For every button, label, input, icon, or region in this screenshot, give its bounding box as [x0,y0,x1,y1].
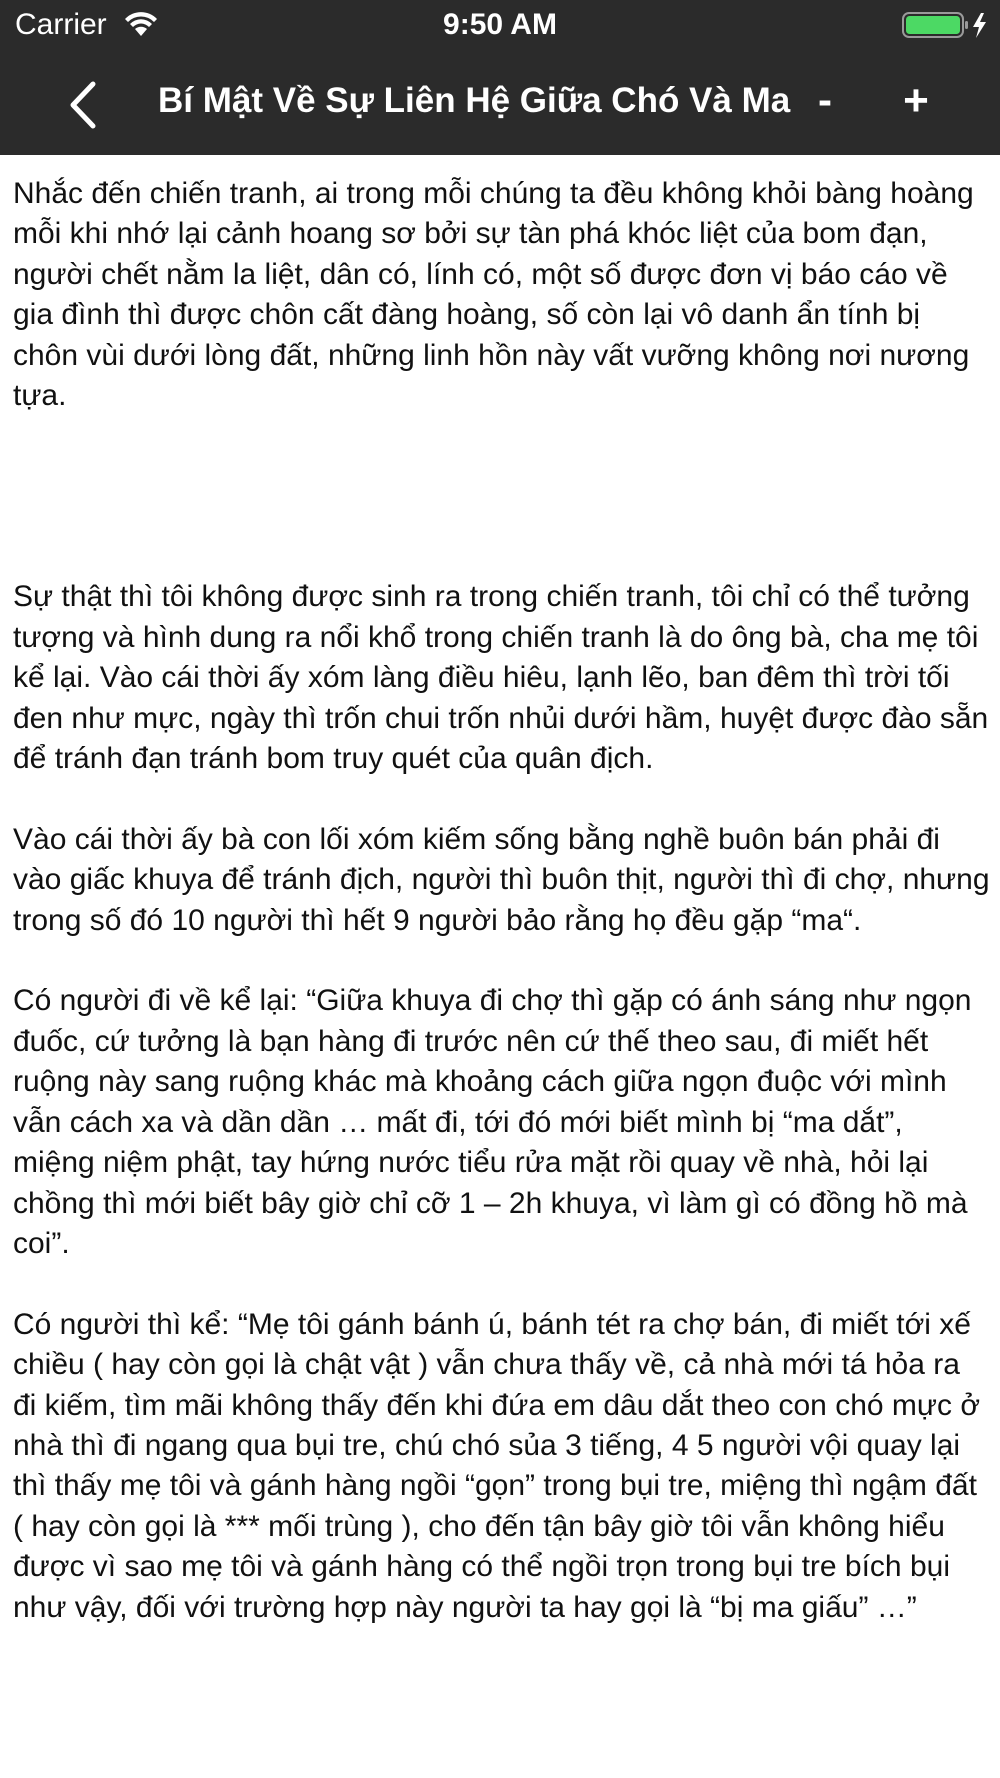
clock-time: 9:50 AM [443,8,557,41]
paragraph-spacer [13,1264,991,1304]
carrier-label: Carrier [15,8,107,41]
article-paragraph-4: Có người đi về kể lại: “Giữa khuya đi chợ thì gặp có ánh sáng như ngọn đuốc, cứ tưởng là bạn hàng đi trước nên cứ thế theo sau, đi miết hết ruộng này sang ruộng khác mà khoảng cách giữa ngọn đuộc với mình vẫn cách xa và dần dần … mất đi, tới đó mới biết mình bị “ma dắt”, miệng niệm phật, tay hứng nước tiểu rửa mặt rồi quay về nhà, hỏi lại chồng thì mới biết bây giờ chỉ cỡ 1 – 2h khuya, vì làm gì có đồng hồ mà coi”. [13,984,980,1260]
battery-charging-icon [902,11,990,39]
increase-font-button[interactable]: + [903,76,929,125]
article-title: Bí Mật Về Sự Liên Hệ Giữa Chó Và Ma [158,81,791,120]
status-bar [0,0,1000,50]
article-body [13,174,998,1774]
article-paragraph-1: Nhắc đến chiến tranh, ai trong mỗi chúng ta đều không khỏi bàng hoàng mỗi khi nhớ lại cảnh hoang sơ bởi sự tàn phá khóc liệt của bom đạn, người chết nằm la liệt, dân có, lính có, một số được đơn vị báo cáo về gia đình thì được chôn cất đàng hoàng, số còn lại vô danh ẩn tính bị chôn vùi dưới lòng đất, những linh hồn này vất vưỡng không nơi nương tựa. [13,177,983,413]
article-paragraph-5: Có người thì kể: “Mẹ tôi gánh bánh ú, bánh tét ra chợ bán, đi miết tới xế chiều ( hay còn gọi là chật vật ) vẫn chưa thấy về, cả nhà mới tá hỏa ra đi kiếm, tìm mãi không thấy đến khi đứa em dâu dắt theo con chó mực ở nhà thì đi ngang qua bụi tre, chú chó sủa 3 tiếng, 4 5 người vội quay lại thì thấy mẹ tôi và gánh hàng ngồi “gọn” trong bụi tre, miệng thì ngậm đất ( hay còn gọi là *** mối trùng ), cho đến tận bây giờ tôi vẫn không hiểu được vì sao mẹ tôi và gánh hàng có thể ngồi trọn trong bụi tre bích bụi như vậy, đối với trường hợp này người ta hay gọi là “bị ma giấu” …” [13,1307,989,1624]
paragraph-spacer [13,416,991,577]
article-paragraph-3: Vào cái thời ấy bà con lối xóm kiếm sống bằng nghề buôn bán phải đi vào giấc khuya để tránh địch, người thì buôn thịt, người thì đi chợ, nhưng trong số đó 10 người thì hết 9 người bảo rằng họ đều gặp “ma“. [13,822,998,937]
paragraph-spacer [13,779,991,819]
decrease-font-button[interactable]: - [818,76,832,123]
navigation-bar [0,50,1000,155]
article-paragraph-2: Sự thật thì tôi không được sinh ra trong chiến tranh, tôi chỉ có thể tưởng tượng và hình dung ra nổi khổ trong chiến tranh là do ông bà, cha mẹ tôi kể lại. Vào cái thời ấy xóm làng điều hiêu, lạnh lẽo, ban đêm thì trời tối đen như mực, ngày thì trốn chui trốn nhủi dưới hầm, huyệt được đào sẵn để tránh đạn tránh bom truy quét của quân địch. [13,580,997,776]
back-button[interactable] [55,68,115,138]
paragraph-spacer [13,941,991,981]
